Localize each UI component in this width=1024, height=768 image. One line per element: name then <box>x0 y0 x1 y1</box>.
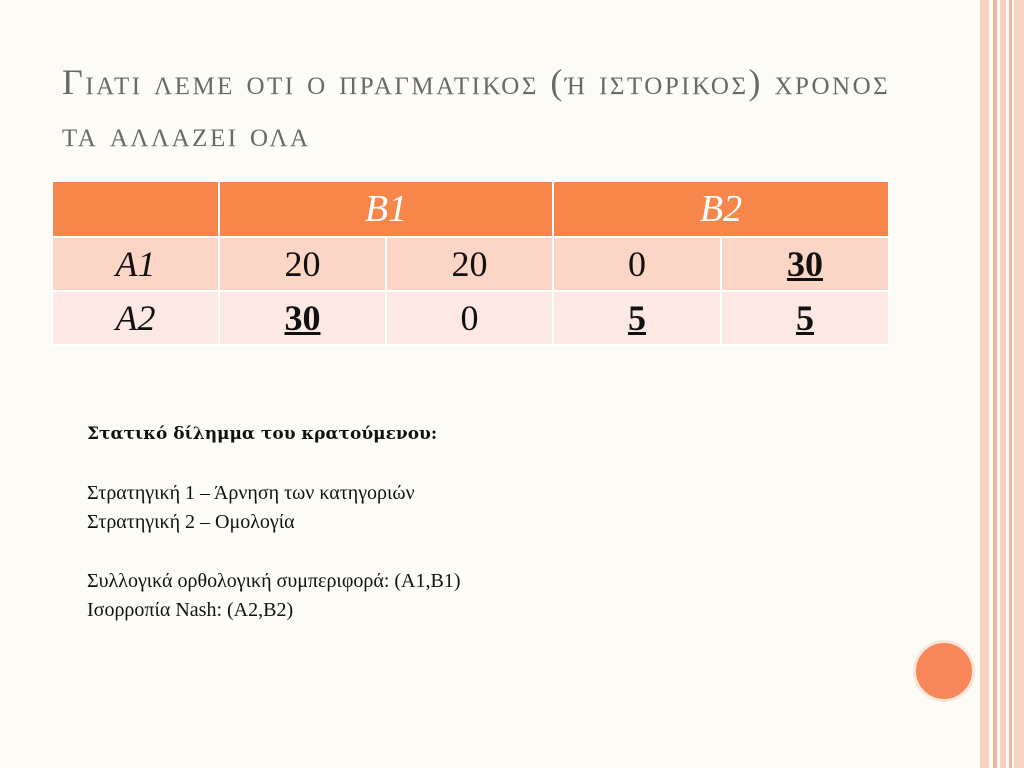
cell-a1-b2-b <box>721 237 889 291</box>
header-corner <box>52 181 219 237</box>
row-label-a2: A2 <box>52 291 219 345</box>
cell-a2-b1-b: 0 <box>386 291 553 345</box>
strategy-1-text: Στρατηγική 1 – Άρνηση των κατηγοριών <box>87 482 415 504</box>
decorative-circle <box>913 640 975 702</box>
cell-a2-b2-b <box>721 291 889 345</box>
table-row <box>52 237 889 291</box>
cell-a1-b2-a: 0 <box>553 237 721 291</box>
slide-title: Γιατι λεμε οτι ο πραγματικος (ή ιστορικος) χρονος τα αλλαζει ολα <box>62 62 891 154</box>
cell-a2-b1-a <box>219 291 386 345</box>
table-header-row <box>52 181 889 237</box>
best-response-value: 30 <box>284 298 321 338</box>
row-label-a1: A1 <box>52 237 219 291</box>
stripe <box>1000 0 1006 768</box>
nash-equilibrium-text: Ισορροπία Nash: (A2,B2) <box>87 599 294 621</box>
stripe <box>1014 0 1024 768</box>
stripe <box>1009 0 1012 768</box>
cell-a1-b1-a: 20 <box>219 237 386 291</box>
best-response-value: 5 <box>796 298 814 338</box>
dilemma-heading: Στατικό δίλημμα του κρατούμενου: <box>87 424 438 444</box>
header-b1: B1 <box>219 181 553 237</box>
table-row <box>52 291 889 345</box>
stripe <box>993 0 997 768</box>
collective-rationality-text: Συλλογικά ορθολογική συμπεριφορά: (A1,B1) <box>87 570 461 592</box>
cell-a1-b1-b: 20 <box>386 237 553 291</box>
cell-a2-b2-a <box>553 291 721 345</box>
strategy-2-text: Στρατηγική 2 – Ομολογία <box>87 511 295 533</box>
best-response-value: 5 <box>628 298 646 338</box>
header-b2: B2 <box>553 181 889 237</box>
best-response-value: 30 <box>787 244 823 284</box>
payoff-table <box>51 180 890 346</box>
decorative-stripes <box>980 0 1024 768</box>
body-text <box>87 420 787 625</box>
stripe <box>980 0 989 768</box>
